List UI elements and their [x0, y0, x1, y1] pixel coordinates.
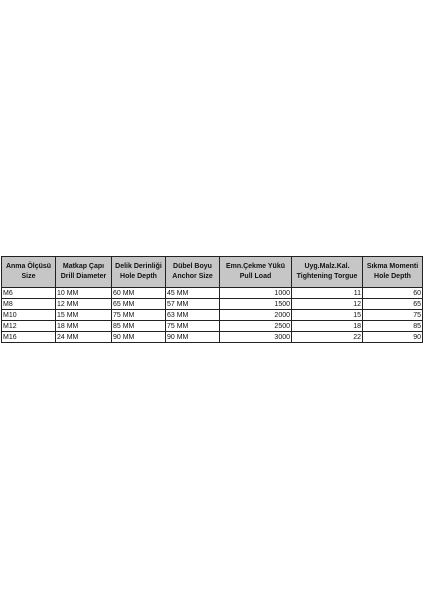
cell-tightening-moment: 65 — [363, 299, 423, 310]
cell-drill-diameter: 24 MM — [56, 332, 112, 343]
cell-hole-depth: 65 MM — [112, 299, 166, 310]
table-row — [2, 332, 423, 343]
cell-tightening-torque: 11 — [292, 288, 363, 299]
cell-size: M6 — [2, 288, 56, 299]
table-row — [2, 321, 423, 332]
table-row — [2, 310, 423, 321]
table-body — [2, 288, 423, 343]
cell-tightening-torque: 12 — [292, 299, 363, 310]
cell-drill-diameter: 12 MM — [56, 299, 112, 310]
header-tightening-torque: Uyg.Malz.Kal. Tightening Torgue — [292, 257, 363, 288]
cell-drill-diameter: 15 MM — [56, 310, 112, 321]
cell-drill-diameter: 18 MM — [56, 321, 112, 332]
table-row — [2, 299, 423, 310]
cell-pull-load: 3000 — [220, 332, 292, 343]
header-hole-depth: Delik Derinliği Hole Depth — [112, 257, 166, 288]
cell-drill-diameter: 10 MM — [56, 288, 112, 299]
cell-tightening-moment: 60 — [363, 288, 423, 299]
cell-pull-load: 1000 — [220, 288, 292, 299]
cell-tightening-torque: 18 — [292, 321, 363, 332]
cell-tightening-torque: 22 — [292, 332, 363, 343]
header-size: Anma Ölçüsü Size — [2, 257, 56, 288]
cell-anchor-size: 45 MM — [166, 288, 220, 299]
cell-hole-depth: 75 MM — [112, 310, 166, 321]
cell-pull-load: 1500 — [220, 299, 292, 310]
cell-anchor-size: 75 MM — [166, 321, 220, 332]
header-tightening-moment: Sıkma Momenti Hole Depth — [363, 257, 423, 288]
header-drill-diameter: Matkap Çapı Drill Diameter — [56, 257, 112, 288]
cell-pull-load: 2000 — [220, 310, 292, 321]
cell-size: M16 — [2, 332, 56, 343]
cell-size: M10 — [2, 310, 56, 321]
header-pull-load: Emn.Çekme Yükü Pull Load — [220, 257, 292, 288]
cell-tightening-moment: 75 — [363, 310, 423, 321]
spec-table — [1, 256, 423, 343]
cell-hole-depth: 90 MM — [112, 332, 166, 343]
header-anchor-size: Dübel Boyu Anchor Size — [166, 257, 220, 288]
table-row — [2, 288, 423, 299]
cell-size: M12 — [2, 321, 56, 332]
cell-hole-depth: 85 MM — [112, 321, 166, 332]
cell-anchor-size: 63 MM — [166, 310, 220, 321]
cell-tightening-moment: 90 — [363, 332, 423, 343]
cell-anchor-size: 57 MM — [166, 299, 220, 310]
header-row — [2, 257, 423, 288]
table-header — [2, 257, 423, 288]
cell-tightening-torque: 15 — [292, 310, 363, 321]
cell-pull-load: 2500 — [220, 321, 292, 332]
cell-tightening-moment: 85 — [363, 321, 423, 332]
cell-hole-depth: 60 MM — [112, 288, 166, 299]
cell-anchor-size: 90 MM — [166, 332, 220, 343]
cell-size: M8 — [2, 299, 56, 310]
